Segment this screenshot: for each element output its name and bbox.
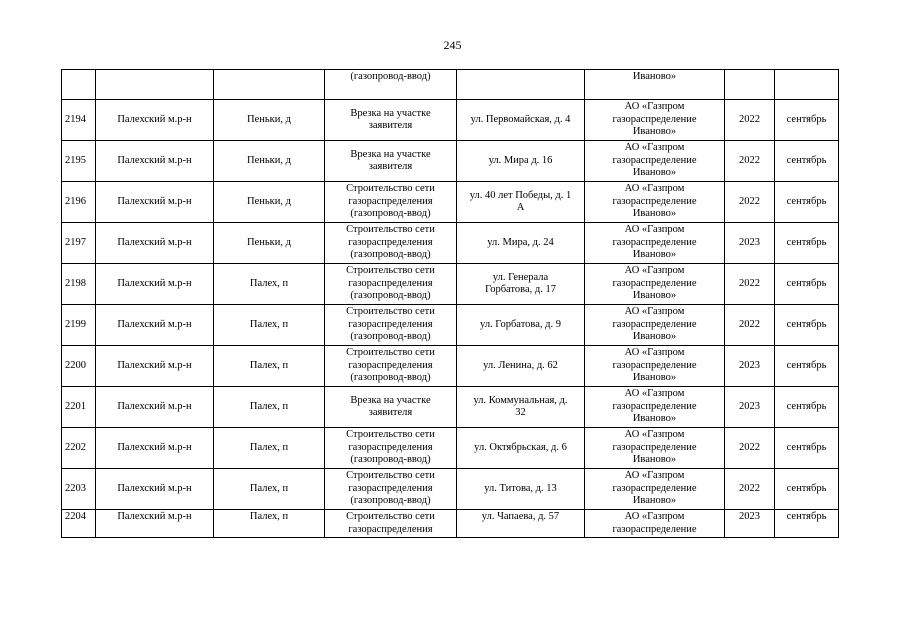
cell-district: Палехский м.р-н: [96, 100, 214, 141]
cell-work-type: [325, 182, 457, 223]
table-row: [62, 346, 839, 387]
cell-organization: [585, 223, 725, 264]
cell-locality: Палех, п: [214, 428, 325, 469]
cell-work-type-line: (газопровод-ввод): [350, 208, 431, 220]
cell-work-type: [325, 264, 457, 305]
cell-month: сентябрь: [775, 182, 839, 223]
cell-organization-line: АО «Газпром: [624, 224, 685, 236]
cell-work-type-line: (газопровод-ввод): [350, 495, 431, 507]
cell-work-type: [325, 70, 457, 100]
cell-work-type-line: (газопровод-ввод): [350, 331, 431, 343]
cell-organization-line: Иваново»: [632, 167, 677, 179]
cell-address: [457, 469, 585, 510]
cell-district: Палехский м.р-н: [96, 223, 214, 264]
cell-month: сентябрь: [775, 510, 839, 538]
cell-work-type-line: (газопровод-ввод): [350, 290, 431, 302]
cell-organization-line: Иваново»: [632, 290, 677, 302]
cell-locality: Палех, п: [214, 387, 325, 428]
cell-address: [457, 510, 585, 538]
cell-work-type: [325, 428, 457, 469]
cell-organization-line: газораспределение: [612, 113, 697, 125]
cell-district: [96, 70, 214, 100]
cell-organization-line: газораспределение: [612, 482, 697, 494]
cell-locality: Пеньки, д: [214, 100, 325, 141]
table-row: [62, 264, 839, 305]
cell-organization: [585, 346, 725, 387]
cell-district: Палехский м.р-н: [96, 182, 214, 223]
cell-address-line: ул. Титова, д. 13: [484, 482, 557, 494]
cell-year: 2023: [725, 387, 775, 428]
cell-organization-line: АО «Газпром: [624, 470, 685, 482]
cell-work-type-line: заявителя: [368, 161, 413, 172]
cell-work-type-line: Строительство сети: [346, 306, 435, 318]
cell-work-type: [325, 387, 457, 428]
cell-address: [457, 387, 585, 428]
cell-address: [457, 264, 585, 305]
cell-district: Палехский м.р-н: [96, 387, 214, 428]
cell-work-type-line: заявителя: [368, 120, 413, 131]
cell-district: Палехский м.р-н: [96, 305, 214, 346]
cell-month: сентябрь: [775, 387, 839, 428]
cell-organization-line: газораспределение: [612, 154, 697, 166]
cell-district: Палехский м.р-н: [96, 510, 214, 538]
cell-organization: [585, 182, 725, 223]
cell-month: сентябрь: [775, 264, 839, 305]
page-number: 245: [443, 38, 462, 52]
cell-work-type: [325, 223, 457, 264]
table-row: [62, 305, 839, 346]
cell-locality: Палех, п: [214, 469, 325, 510]
cell-locality: Палех, п: [214, 510, 325, 538]
cell-address: [457, 305, 585, 346]
cell-organization-line: Иваново»: [632, 208, 677, 220]
cell-work-type-line: Строительство сети: [346, 511, 435, 522]
cell-organization-line: газораспределение: [612, 195, 697, 207]
cell-work-type-line: (газопровод-ввод): [350, 249, 431, 261]
cell-year: 2022: [725, 264, 775, 305]
table-row: [62, 182, 839, 223]
cell-address-line: Горбатова, д. 17: [485, 284, 556, 295]
cell-month: сентябрь: [775, 100, 839, 141]
cell-work-type-line: (газопровод-ввод): [350, 454, 431, 466]
cell-organization-line: Иваново»: [632, 331, 677, 343]
cell-number: 2203: [62, 469, 96, 510]
table-row: [62, 469, 839, 510]
cell-year: 2022: [725, 100, 775, 141]
cell-organization: [585, 387, 725, 428]
table-row: [62, 141, 839, 182]
cell-locality: Пеньки, д: [214, 182, 325, 223]
cell-organization-line: газораспределение: [612, 277, 697, 289]
cell-organization-line: АО «Газпром: [624, 511, 685, 522]
cell-number: 2197: [62, 223, 96, 264]
cell-address: [457, 100, 585, 141]
cell-work-type-line: Строительство сети: [346, 183, 435, 195]
cell-address-line: ул. Первомайская, д. 4: [470, 113, 571, 125]
cell-organization-line: Иваново»: [632, 249, 677, 261]
cell-organization-line: Иваново»: [632, 372, 677, 384]
cell-work-type-line: (газопровод-ввод): [350, 372, 431, 384]
cell-work-type-line: (газопровод-ввод): [350, 71, 431, 82]
cell-address-line: А: [516, 202, 525, 213]
cell-locality: Палех, п: [214, 305, 325, 346]
cell-locality: Пеньки, д: [214, 141, 325, 182]
cell-work-type-line: газораспределения: [348, 523, 433, 535]
cell-work-type-line: Строительство сети: [346, 265, 435, 277]
cell-month: сентябрь: [775, 469, 839, 510]
cell-work-type: [325, 100, 457, 141]
cell-work-type: [325, 469, 457, 510]
table-row: [62, 100, 839, 141]
table-body: [62, 70, 839, 538]
cell-year: 2023: [725, 223, 775, 264]
cell-work-type-line: газораспределения: [348, 318, 433, 330]
cell-work-type-line: Врезка на участке: [350, 148, 431, 160]
cell-address-line: ул. Октябрьская, д. 6: [474, 441, 567, 453]
cell-month: сентябрь: [775, 141, 839, 182]
cell-organization: [585, 264, 725, 305]
cell-organization: [585, 70, 725, 100]
cell-address-line: ул. Ленина, д. 62: [483, 359, 558, 371]
cell-address-line: ул. Мира д. 16: [488, 154, 553, 166]
cell-number: [62, 70, 96, 100]
cell-organization-line: Иваново»: [632, 495, 677, 507]
cell-work-type: [325, 305, 457, 346]
cell-organization-line: газораспределение: [612, 318, 697, 330]
cell-year: 2022: [725, 428, 775, 469]
cell-address: [457, 346, 585, 387]
cell-address-line: ул. Чапаева, д. 57: [481, 511, 560, 522]
cell-work-type-line: Строительство сети: [346, 470, 435, 482]
cell-work-type: [325, 346, 457, 387]
cell-organization-line: Иваново»: [632, 413, 677, 425]
cell-organization: [585, 510, 725, 538]
table-row-continued: [62, 70, 839, 100]
cell-district: Палехский м.р-н: [96, 428, 214, 469]
cell-organization: [585, 305, 725, 346]
cell-district: Палехский м.р-н: [96, 346, 214, 387]
cell-work-type-line: Строительство сети: [346, 224, 435, 236]
cell-organization-line: АО «Газпром: [624, 306, 685, 318]
cell-organization-line: газораспределение: [612, 523, 697, 535]
cell-number: 2194: [62, 100, 96, 141]
cell-address: [457, 70, 585, 100]
cell-address: [457, 141, 585, 182]
gasification-table: [61, 69, 839, 538]
table-row: [62, 428, 839, 469]
cell-work-type-line: газораспределения: [348, 482, 433, 494]
cell-number: 2201: [62, 387, 96, 428]
cell-number: 2199: [62, 305, 96, 346]
cell-work-type-line: Врезка на участке: [350, 394, 431, 406]
cell-district: Палехский м.р-н: [96, 264, 214, 305]
cell-organization-line: АО «Газпром: [624, 183, 685, 195]
cell-organization-line: Иваново»: [632, 71, 677, 82]
cell-organization-line: газораспределение: [612, 400, 697, 412]
cell-work-type-line: газораспределения: [348, 441, 433, 453]
cell-number: 2195: [62, 141, 96, 182]
cell-number: 2196: [62, 182, 96, 223]
cell-organization-line: АО «Газпром: [624, 388, 685, 400]
cell-number: 2204: [62, 510, 96, 538]
cell-organization-line: Иваново»: [632, 126, 677, 138]
cell-work-type-line: газораспределения: [348, 236, 433, 248]
cell-work-type-line: газораспределения: [348, 195, 433, 207]
cell-work-type-line: Строительство сети: [346, 347, 435, 359]
cell-work-type: [325, 510, 457, 538]
cell-year: 2022: [725, 305, 775, 346]
cell-organization-line: АО «Газпром: [624, 347, 685, 359]
cell-locality: Пеньки, д: [214, 223, 325, 264]
cell-organization-line: АО «Газпром: [624, 429, 685, 441]
cell-organization-line: АО «Газпром: [624, 142, 685, 154]
cell-organization-line: газораспределение: [612, 236, 697, 248]
cell-number: 2202: [62, 428, 96, 469]
cell-organization-line: АО «Газпром: [624, 265, 685, 277]
cell-organization: [585, 428, 725, 469]
cell-month: сентябрь: [775, 428, 839, 469]
cell-locality: [214, 70, 325, 100]
cell-organization-line: Иваново»: [632, 454, 677, 466]
cell-organization: [585, 100, 725, 141]
cell-number: 2198: [62, 264, 96, 305]
cell-address: [457, 182, 585, 223]
cell-address-line: ул. Мира, д. 24: [487, 236, 554, 248]
cell-address: [457, 223, 585, 264]
cell-work-type-line: Строительство сети: [346, 429, 435, 441]
cell-address-line: ул. Коммунальная, д.: [473, 394, 568, 406]
cell-locality: Палех, п: [214, 346, 325, 387]
cell-address: [457, 428, 585, 469]
table-row: [62, 510, 839, 538]
cell-year: 2022: [725, 141, 775, 182]
cell-year: 2022: [725, 182, 775, 223]
table-row: [62, 223, 839, 264]
table-row: [62, 387, 839, 428]
cell-district: Палехский м.р-н: [96, 469, 214, 510]
cell-organization: [585, 469, 725, 510]
cell-organization-line: газораспределение: [612, 441, 697, 453]
cell-address-line: ул. 40 лет Победы, д. 1: [469, 189, 572, 201]
cell-district: Палехский м.р-н: [96, 141, 214, 182]
cell-month: сентябрь: [775, 305, 839, 346]
cell-month: [775, 70, 839, 100]
cell-year: 2023: [725, 346, 775, 387]
cell-locality: Палех, п: [214, 264, 325, 305]
cell-work-type-line: Врезка на участке: [350, 107, 431, 119]
cell-organization-line: АО «Газпром: [624, 101, 685, 113]
cell-month: сентябрь: [775, 346, 839, 387]
cell-year: [725, 70, 775, 100]
cell-address-line: 32: [515, 407, 526, 418]
cell-month: сентябрь: [775, 223, 839, 264]
cell-number: 2200: [62, 346, 96, 387]
cell-organization: [585, 141, 725, 182]
cell-work-type-line: газораспределения: [348, 359, 433, 371]
cell-work-type: [325, 141, 457, 182]
cell-year: 2022: [725, 469, 775, 510]
cell-work-type-line: газораспределения: [348, 277, 433, 289]
cell-address-line: ул. Генерала: [492, 271, 549, 283]
cell-year: 2023: [725, 510, 775, 538]
cell-organization-line: газораспределение: [612, 359, 697, 371]
cell-work-type-line: заявителя: [368, 407, 413, 418]
cell-address-line: ул. Горбатова, д. 9: [480, 318, 561, 330]
